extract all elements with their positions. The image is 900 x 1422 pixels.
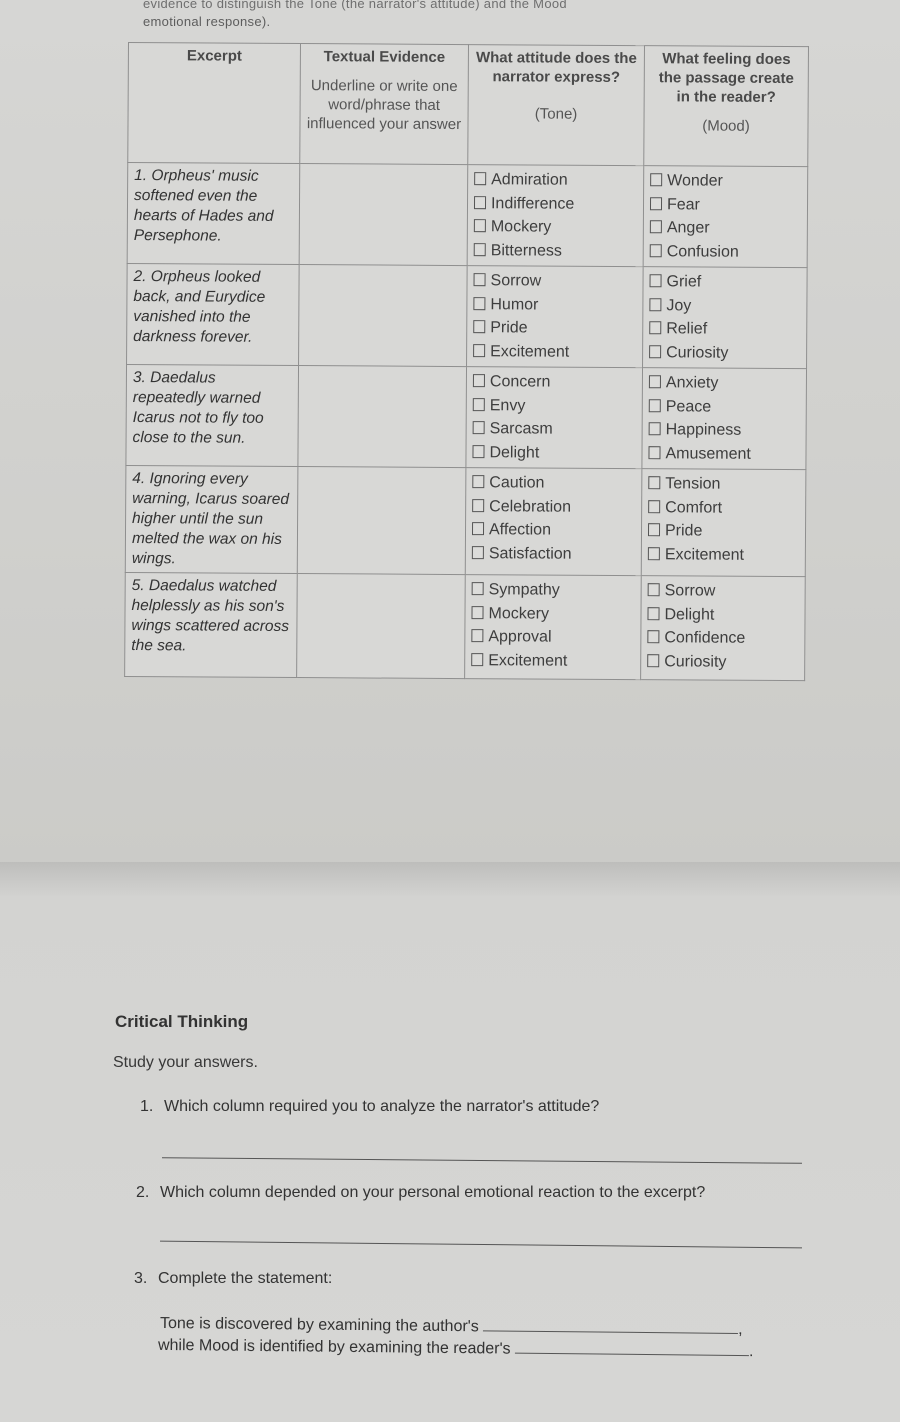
mood-options-list [649, 270, 801, 365]
mood-option[interactable] [649, 395, 800, 419]
table-row [125, 465, 806, 576]
tone-option[interactable] [472, 578, 635, 602]
tone-option-label: Sarcasm [489, 420, 553, 438]
mood-option-label: Anxiety [665, 374, 719, 392]
tone-option-label: Indifference [490, 194, 575, 213]
mood-option[interactable] [649, 418, 800, 442]
mood-option-label: Delight [664, 605, 715, 624]
mood-option[interactable] [650, 216, 801, 240]
mood-options-list [648, 472, 800, 567]
mood-option[interactable] [650, 240, 801, 264]
checkbox-icon[interactable] [473, 320, 485, 333]
header-excerpt [128, 43, 301, 164]
statement-blank-2[interactable] [515, 1339, 749, 1356]
checkbox-icon[interactable] [649, 321, 661, 334]
mood-option-label: Relief [666, 320, 708, 338]
checkbox-icon[interactable] [473, 297, 485, 310]
mood-options-list [650, 169, 802, 264]
tone-option-label: Sympathy [488, 581, 560, 599]
page-fold-shadow [0, 862, 900, 896]
checkbox-icon[interactable] [648, 523, 660, 536]
header-textual-evidence [300, 44, 469, 165]
checkbox-icon[interactable] [650, 220, 662, 233]
checkbox-icon[interactable] [474, 219, 486, 232]
mood-option[interactable] [647, 626, 798, 650]
excerpt-cell: 2. Orpheus looked back, and Eurydice vanished into the darkness forever. [127, 263, 300, 365]
statement-period: . [748, 1343, 754, 1361]
tone-option[interactable] [473, 394, 636, 418]
mood-option-label: Comfort [665, 498, 723, 517]
textual-evidence-cell[interactable] [298, 366, 467, 468]
critical-thinking-title: Critical Thinking [115, 1012, 249, 1031]
tone-options-list [474, 168, 638, 263]
header-mood-title: What feeling does the passage create in the reader? [658, 50, 794, 106]
tone-option[interactable] [471, 625, 634, 649]
tone-option-label: Humor [490, 295, 539, 314]
statement-text-1: Tone is discovered by examining the author's [159, 1314, 479, 1336]
tone-option[interactable] [473, 370, 636, 394]
checkbox-icon[interactable] [474, 243, 486, 256]
tone-option[interactable] [473, 316, 636, 340]
question-3 [134, 1270, 332, 1288]
tone-option-label: Satisfaction [488, 544, 572, 563]
tone-option[interactable] [472, 542, 635, 566]
mood-option[interactable] [650, 169, 801, 193]
cut-off-instruction: evidence to distinguish the Tone (the narrator's attitude) and the Mood [143, 0, 567, 11]
statement-text-2: while Mood is identified by examining the reader's [157, 1336, 511, 1358]
mood-option-label: Joy [666, 296, 692, 314]
mood-option-label: Grief [666, 273, 702, 291]
tone-option-label: Mockery [488, 604, 550, 623]
checkbox-icon[interactable] [648, 500, 660, 513]
checkbox-icon[interactable] [648, 476, 660, 489]
mood-option-label: Fear [666, 195, 700, 213]
excerpt-cell: 3. Daedalus repeatedly warned Icarus not to fly too close to the sun. [126, 364, 299, 466]
mood-option[interactable] [649, 371, 800, 395]
excerpt-cell: 1. Orpheus' music softened even the hearts of Hades and Persephone. [127, 163, 300, 265]
mood-option[interactable] [649, 317, 800, 341]
mood-options-cell [642, 368, 807, 470]
critical-thinking-instruction: Study your answers. [113, 1054, 258, 1071]
mood-option[interactable] [649, 270, 800, 294]
checkbox-icon[interactable] [647, 607, 659, 620]
tone-option[interactable] [474, 168, 637, 192]
checkbox-icon[interactable] [471, 606, 483, 619]
tone-option[interactable] [473, 293, 636, 317]
mood-option[interactable] [647, 603, 798, 627]
checkbox-icon[interactable] [474, 273, 486, 286]
tone-option-label: Envy [489, 396, 526, 414]
mood-option[interactable] [647, 650, 798, 674]
tone-option[interactable] [473, 417, 636, 441]
statement-blank-1[interactable] [483, 1316, 738, 1334]
mood-option-label: Amusement [665, 444, 751, 463]
tone-options-cell [467, 266, 644, 368]
checkbox-icon[interactable] [472, 499, 484, 512]
mood-option-label: Confusion [666, 242, 739, 261]
mood-option-label: Curiosity [666, 343, 729, 362]
tone-option-label: Mockery [490, 218, 552, 236]
tone-option[interactable] [473, 269, 636, 293]
tone-options-list [472, 471, 636, 566]
tone-option-label: Excitement [488, 651, 568, 670]
checkbox-icon[interactable] [648, 446, 660, 459]
mood-options-cell [643, 267, 808, 369]
tone-option-label: Excitement [490, 342, 570, 361]
textual-evidence-cell[interactable] [297, 574, 466, 679]
tone-option[interactable] [472, 471, 635, 495]
mood-option[interactable] [648, 579, 799, 603]
table-row [126, 364, 807, 469]
checkbox-icon[interactable] [471, 629, 483, 642]
checkbox-icon[interactable] [649, 422, 661, 435]
table-header-row [128, 43, 809, 167]
mood-option[interactable] [649, 294, 800, 318]
tone-option[interactable] [471, 649, 634, 673]
question-2-number: 2. [136, 1184, 150, 1201]
tone-options-cell [466, 367, 643, 469]
tone-option[interactable] [472, 441, 635, 465]
checkbox-icon[interactable] [474, 196, 486, 209]
tone-option[interactable] [473, 340, 636, 364]
question-1-text: Which column required you to analyze the narrator's attitude? [164, 1098, 600, 1115]
tone-option[interactable] [471, 602, 634, 626]
tone-option-label: Sorrow [490, 272, 542, 290]
checkbox-icon[interactable] [472, 475, 484, 488]
checkbox-icon[interactable] [650, 173, 662, 186]
textual-evidence-cell[interactable] [299, 164, 468, 266]
mood-option-label: Sorrow [664, 582, 716, 600]
checkbox-icon[interactable] [649, 375, 661, 388]
checkbox-icon[interactable] [473, 421, 485, 434]
tone-option-label: Caution [489, 474, 545, 492]
mood-options-cell [641, 576, 806, 681]
textual-evidence-cell[interactable] [299, 265, 468, 367]
header-excerpt-title: Excerpt [186, 47, 242, 65]
tone-option-label: Bitterness [490, 241, 562, 260]
table-row [127, 163, 808, 268]
tone-option-label: Celebration [489, 497, 572, 516]
mood-option-label: Confidence [664, 629, 746, 647]
tone-options-cell [465, 468, 642, 576]
tone-option-label: Delight [489, 443, 540, 462]
instruction-line: emotional response). [143, 14, 271, 29]
checkbox-icon[interactable] [650, 197, 662, 210]
checkbox-icon[interactable] [647, 654, 659, 667]
checkbox-icon[interactable] [649, 399, 661, 412]
question-1 [140, 1098, 599, 1116]
mood-option-label: Peace [665, 397, 712, 416]
header-evidence-title: Textual Evidence [323, 48, 446, 66]
mood-option-label: Anger [666, 219, 710, 237]
tone-option-label: Admiration [491, 171, 568, 189]
header-tone [468, 45, 645, 166]
mood-option[interactable] [648, 519, 799, 543]
question-3-number: 3. [134, 1270, 148, 1287]
question-3-text: Complete the statement: [158, 1270, 333, 1287]
tone-option[interactable] [474, 192, 637, 216]
tone-option[interactable] [472, 495, 635, 519]
question-2 [136, 1184, 705, 1202]
header-evidence-sub: Underline or write one word/phrase that influenced your answer [306, 77, 462, 134]
checkbox-icon[interactable] [649, 345, 661, 358]
tone-option-label: Pride [490, 319, 528, 337]
mood-option[interactable] [648, 472, 799, 496]
mood-option-label: Pride [664, 522, 703, 540]
checkbox-icon[interactable] [472, 522, 484, 535]
tone-options-cell [467, 165, 644, 267]
tone-options-cell [465, 575, 642, 680]
question-1-number: 1. [140, 1098, 154, 1115]
checkbox-icon[interactable] [649, 298, 661, 311]
checkbox-icon[interactable] [472, 546, 484, 559]
tone-option[interactable] [472, 518, 635, 542]
mood-option-label: Wonder [667, 172, 723, 190]
excerpt-cell: 5. Daedalus watched helplessly as his son's wings scattered across the sea. [125, 572, 298, 677]
textual-evidence-cell[interactable] [297, 467, 466, 575]
checkbox-icon[interactable] [648, 547, 660, 560]
mood-option[interactable] [648, 496, 799, 520]
tone-options-list [472, 370, 636, 465]
tone-option-label: Affection [488, 521, 552, 539]
mood-option-label: Happiness [665, 421, 742, 439]
mood-option-label: Curiosity [664, 652, 727, 671]
tone-options-list [473, 269, 637, 364]
checkbox-icon[interactable] [650, 244, 662, 257]
tone-options-list [471, 578, 635, 673]
mood-options-list [647, 579, 799, 674]
header-mood-sub: (Mood) [702, 117, 750, 135]
mood-option[interactable] [649, 341, 800, 365]
checkbox-icon[interactable] [650, 274, 662, 287]
checkbox-icon[interactable] [648, 583, 660, 596]
question-2-text: Which column depended on your personal emotional reaction to the excerpt? [160, 1184, 706, 1201]
mood-option-label: Excitement [664, 545, 745, 564]
mood-options-list [648, 371, 800, 466]
table-row [127, 263, 808, 368]
tone-option-label: Concern [489, 373, 551, 391]
mood-options-cell [643, 166, 808, 268]
tone-option-label: Approval [488, 628, 552, 646]
checkbox-icon[interactable] [472, 582, 484, 595]
checkbox-icon[interactable] [473, 374, 485, 387]
tone-option[interactable] [474, 215, 637, 239]
checkbox-icon[interactable] [647, 630, 659, 643]
header-tone-sub: (Tone) [534, 105, 578, 123]
tone-option[interactable] [474, 239, 637, 263]
mood-options-cell [641, 469, 806, 577]
statement-comma: , [738, 1321, 743, 1339]
checkbox-icon[interactable] [473, 398, 485, 411]
checkbox-icon[interactable] [471, 653, 483, 666]
header-mood [644, 46, 809, 167]
table-row [125, 572, 806, 680]
mood-option[interactable] [648, 543, 799, 567]
mood-option[interactable] [648, 442, 799, 466]
mood-option-label: Tension [665, 475, 721, 493]
excerpt-cell: 4. Ignoring every warning, Icarus soared higher until the sun melted the wax on his wings. [125, 465, 298, 573]
mood-option[interactable] [650, 193, 801, 217]
header-tone-title: What attitude does the narrator express? [475, 49, 637, 87]
tone-mood-table [124, 42, 809, 681]
checkbox-icon[interactable] [474, 172, 486, 185]
checkbox-icon[interactable] [473, 344, 485, 357]
checkbox-icon[interactable] [472, 445, 484, 458]
